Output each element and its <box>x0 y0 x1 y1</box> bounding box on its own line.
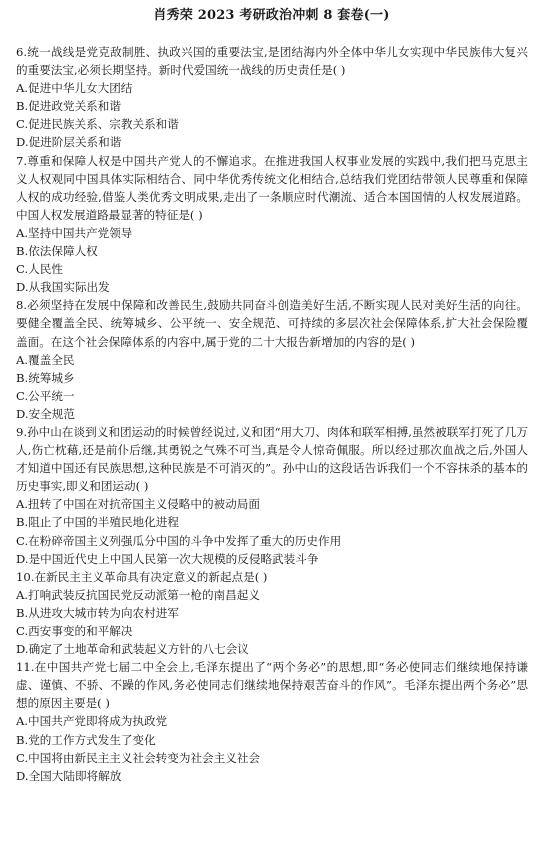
option-b: B.党的工作方式发生了变化 <box>16 732 156 747</box>
option-d: D.安全规范 <box>16 406 75 421</box>
option-b: B.从进攻大城市转为向农村进军 <box>16 605 179 620</box>
option-d: D.促进阶层关系和谐 <box>16 135 122 150</box>
option-c: C.中国将由新民主主义社会转变为社会主义社会 <box>16 750 261 765</box>
option-c: C.在粉碎帝国主义列强瓜分中国的斗争中发挥了重大的历史作用 <box>16 533 342 548</box>
question-9 <box>16 423 528 568</box>
question-list <box>16 43 528 785</box>
question-10 <box>16 568 528 658</box>
question-stem: 11.在中国共产党七届二中全会上,毛泽东提出了“两个务必”的思想,即“务必使同志们继续地保持谦虚、谨慎、不骄、不躁的作风,务必使同志们继续地保持艰苦奋斗的作风”。毛泽东提出两个务必”思想的原因主要是( ) <box>16 660 528 711</box>
option-a: A.打响武装反抗国民党反动派第一枪的南昌起义 <box>16 587 260 602</box>
option-d: D.从我国实际出发 <box>16 280 110 295</box>
question-stem: 8.必须坚持在发展中保障和改善民生,鼓励共同奋斗创造美好生活,不断实现人民对美好生活的向往。要健全覆盖全民、统筹城乡、公平统一、安全规范、可持续的多层次社会保障体系,扩大社会保险覆盖面。在这个社会保障体系的内容中,属于党的二十大报告新增加的内容的是( ) <box>16 298 528 349</box>
option-d: D.是中国近代史上中国人民第一次大规模的反侵略武装斗争 <box>16 551 319 566</box>
question-stem: 10.在新民主主义革命具有决定意义的新起点是( ) <box>16 569 268 584</box>
option-b: B.促进政党关系和谐 <box>16 99 121 114</box>
question-11 <box>16 658 528 785</box>
question-stem: 7.尊重和保障人权是中国共产党人的不懈追求。在推进我国人权事业发展的实践中,我们把马克思主义人权观同中国具体实际相结合、同中华优秀传统文化相结合,总结我们党团结带领人民尊重和保障人权的成功经验,借鉴人类优秀文明成果,走出了一条顺应时代潮流、适合本国国情的人权发展道路。中国人权发展道路最显著的特征是( ) <box>16 153 528 222</box>
question-stem: 6.统一战线是党克敌制胜、执政兴国的重要法宝,是团结海内外全体中华儿女实现中华民族伟大复兴的重要法宝,必须长期坚持。新时代爱国统一战线的历史责任是( ) <box>16 45 528 78</box>
option-a: A.促进中华儿女大团结 <box>16 81 133 96</box>
question-6 <box>16 43 528 152</box>
option-b: B.阻止了中国的半殖民地化进程 <box>16 515 179 530</box>
option-a: A.扭转了中国在对抗帝国主义侵略中的被动局面 <box>16 497 260 512</box>
option-a: A.覆盖全民 <box>16 352 75 367</box>
option-c: C.人民性 <box>16 262 63 277</box>
option-d: D.确定了土地革命和武装起义方针的八七会议 <box>16 642 249 657</box>
option-c: C.西安事变的和平解决 <box>16 624 133 638</box>
option-a: A.坚持中国共产党领导 <box>16 225 133 240</box>
option-b: B.依法保障人权 <box>16 244 98 259</box>
option-c: C.公平统一 <box>16 388 75 403</box>
question-stem: 9.孙中山在谈到义和团运动的时候曾经说过,义和团“用大刀、肉体和联军相搏,虽然被联军打死了几万人,伤亡枕藉,还是前仆后继,其勇锐之气殊不可当,真是令人惊奇佩服。所以经过那次血战之后,外国人才知道中国还有民族思想,这种民族是不可消灭的”。孙中山的这段话告诉我们一个不容抹杀的基本的历史事实,即义和团运动( ) <box>16 424 528 494</box>
option-a: A.中国共产党即将成为执政党 <box>16 714 168 729</box>
option-b: B.统筹城乡 <box>16 370 75 385</box>
question-8 <box>16 296 528 423</box>
option-d: D.全国大陆即将解放 <box>16 768 122 783</box>
document-title: 肖秀荣 2023 考研政治冲刺 8 套卷(一) <box>153 8 390 23</box>
option-c: C.促进民族关系、宗教关系和谐 <box>16 117 179 132</box>
question-7 <box>16 152 528 297</box>
